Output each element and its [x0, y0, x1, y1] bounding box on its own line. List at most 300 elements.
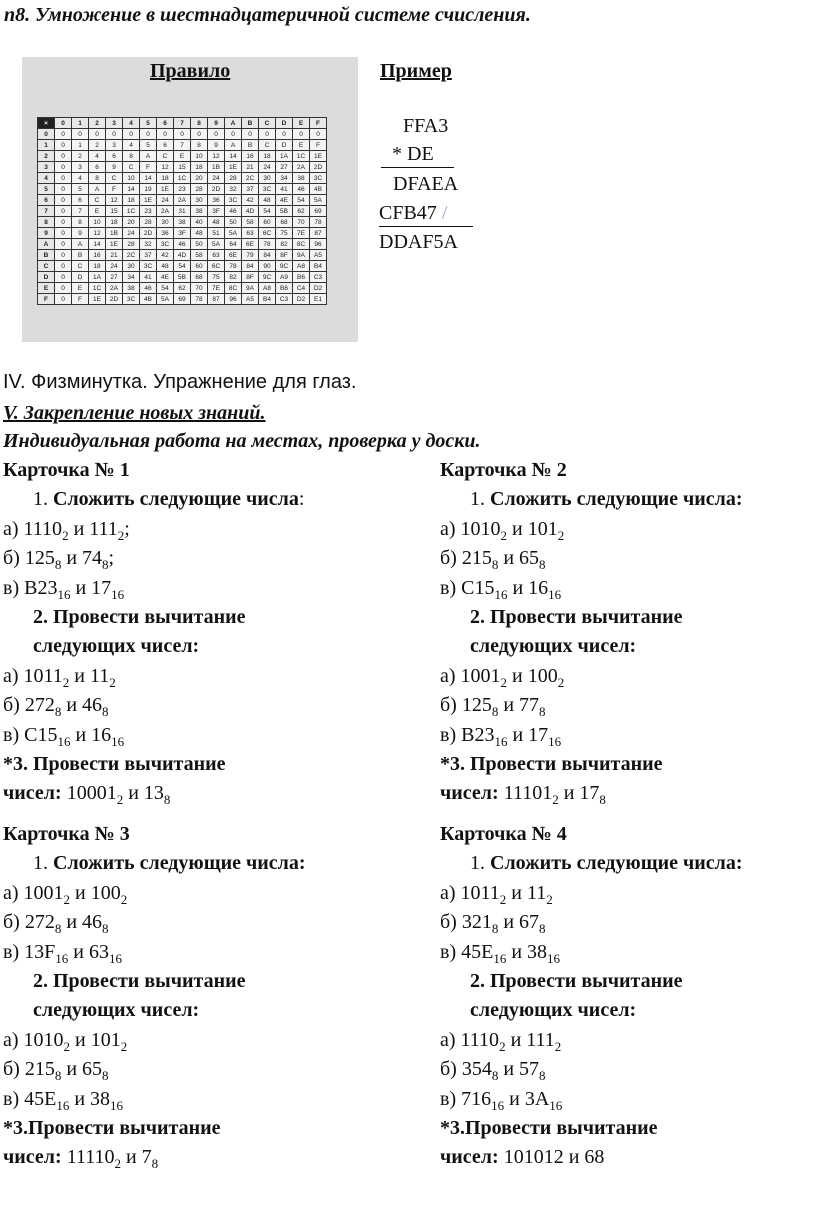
hex-table-cell: 3C — [259, 184, 276, 195]
task-number: 1. — [470, 488, 490, 510]
hex-table-cell: 84 — [259, 250, 276, 261]
hex-table-cell: 0 — [310, 129, 327, 140]
hex-table-row-header: B — [38, 250, 55, 261]
example-result: DDAF5A — [379, 231, 458, 253]
hex-table-cell: 0 — [242, 129, 259, 140]
hex-table-header-cell: A — [225, 118, 242, 129]
hex-table-cell: 24 — [259, 162, 276, 173]
hex-table-cell: 0 — [55, 294, 72, 305]
hex-table-row-header: 0 — [38, 129, 55, 140]
hex-table-cell: 2D — [208, 184, 225, 195]
hex-table-cell: 4B — [140, 294, 157, 305]
task-text: Сложить следующие числа: — [490, 488, 743, 510]
hex-table-cell: F — [310, 140, 327, 151]
base-subscript: 8 — [491, 1068, 499, 1083]
hex-table-row-header: 3 — [38, 162, 55, 173]
card-task-1 — [470, 488, 743, 511]
hex-table-row-header: 5 — [38, 184, 55, 195]
hex-table-cell: 0 — [55, 162, 72, 173]
task-label: чисел: — [3, 1146, 62, 1168]
hex-table-cell: 2C — [242, 173, 259, 184]
task-text: Провести вычитание — [465, 1117, 658, 1139]
operand: и 17 — [70, 577, 112, 599]
operand: в) C15 — [440, 577, 495, 599]
hex-table-cell: 0 — [55, 250, 72, 261]
hex-table-header-cell: 0 — [55, 118, 72, 129]
hex-table-header-cell: D — [276, 118, 293, 129]
subtraction-item — [440, 1058, 546, 1081]
hex-table-cell: 6 — [72, 195, 89, 206]
hex-table-cell: B4 — [310, 261, 327, 272]
hex-table-cell: 2 — [89, 140, 106, 151]
hex-table-cell: 0 — [89, 129, 106, 140]
hex-table-cell: 7E — [293, 228, 310, 239]
hex-table-cell: 8 — [89, 173, 106, 184]
hex-table-cell: C — [157, 151, 174, 162]
hex-table-cell: 1B — [106, 228, 123, 239]
hex-table-row — [38, 206, 327, 217]
base-subscript: 16 — [494, 734, 508, 749]
addition-item — [3, 882, 127, 905]
hex-table-cell: 1C — [174, 173, 191, 184]
hex-table-cell: 18 — [106, 217, 123, 228]
hex-table-cell: 60 — [191, 261, 208, 272]
card-task-1 — [33, 852, 306, 875]
hex-table-row-header: 4 — [38, 173, 55, 184]
hex-table-cell: 19 — [140, 184, 157, 195]
hex-table-cell: 41 — [140, 272, 157, 283]
operand: в) 45E — [3, 1088, 57, 1110]
card-task-2: 2. Провести вычитание — [470, 970, 683, 992]
hex-table-cell: 50 — [191, 239, 208, 250]
hex-table-cell: 46 — [225, 206, 242, 217]
operand: 10001 — [61, 782, 117, 804]
operand: в) 716 — [440, 1088, 492, 1110]
hex-table-cell: 5 — [140, 140, 157, 151]
hex-table-cell: 68 — [191, 272, 208, 283]
hex-table-cell: A — [225, 140, 242, 151]
hex-table-row-header: 6 — [38, 195, 55, 206]
hex-table-cell: D — [72, 272, 89, 283]
hex-table-cell: 14 — [225, 151, 242, 162]
operand: и 74 — [61, 547, 103, 569]
hex-table-cell: B — [242, 140, 259, 151]
card-task-2: 2. Провести вычитание — [33, 970, 246, 992]
base-subscript: 2 — [552, 792, 559, 807]
hex-table-cell: 0 — [55, 140, 72, 151]
hex-table-cell: 23 — [140, 206, 157, 217]
card-task-2: 2. Провести вычитание — [470, 606, 683, 628]
addition-item — [3, 518, 130, 541]
task-number: 1. — [33, 852, 53, 874]
hex-table-cell: 9 — [72, 228, 89, 239]
hex-table-cell: 8C — [293, 239, 310, 250]
hex-table-cell: 0 — [191, 129, 208, 140]
hex-table-cell: 3C — [310, 173, 327, 184]
hex-table-cell: 20 — [123, 217, 140, 228]
example-partial-1: DFAEA — [393, 173, 459, 195]
hex-table-row — [38, 217, 327, 228]
hex-table-row — [38, 184, 327, 195]
hex-table-cell: 3C — [123, 294, 140, 305]
hex-table-cell: 54 — [174, 261, 191, 272]
hex-table-cell: 2A — [293, 162, 310, 173]
operand: в) B23 — [440, 724, 495, 746]
hex-table-cell: 32 — [225, 184, 242, 195]
operand: и 65 — [61, 1058, 103, 1080]
hex-table-cell: 87 — [310, 228, 327, 239]
hex-table-cell: 1C — [293, 151, 310, 162]
hex-table-cell: 1E — [89, 294, 106, 305]
hex-table-cell: 28 — [191, 184, 208, 195]
base-subscript: 2 — [499, 1039, 506, 1054]
example-multiplicand: FFA3 — [403, 115, 449, 137]
hex-table-cell: 5 — [72, 184, 89, 195]
base-subscript: 8 — [491, 704, 499, 719]
subtraction-item — [440, 1088, 562, 1111]
hex-table-cell: 1E — [225, 162, 242, 173]
hex-table-cell: 28 — [225, 173, 242, 184]
task-number: 1. — [470, 852, 490, 874]
hex-table-cell: 16 — [89, 250, 106, 261]
hex-table-cell: 15 — [174, 162, 191, 173]
base-subscript: 2 — [557, 675, 565, 690]
hex-table-cell: 1C — [123, 206, 140, 217]
hex-table-cell: 69 — [174, 294, 191, 305]
card-task-1 — [33, 488, 304, 511]
base-subscript: 2 — [63, 1039, 71, 1054]
card-task-3-numbers — [440, 782, 606, 805]
hex-table-cell: 3C — [140, 261, 157, 272]
task-text: Провести вычитание — [28, 1117, 221, 1139]
hex-table-cell: 42 — [157, 250, 174, 261]
hex-table-cell: 7 — [174, 140, 191, 151]
operand: а) 1010 — [3, 1029, 64, 1051]
hex-table-cell: 78 — [259, 239, 276, 250]
hex-table-cell: E — [89, 206, 106, 217]
hex-table-cell: 4 — [123, 140, 140, 151]
hex-table-cell: 63 — [208, 250, 225, 261]
hex-table-row — [38, 283, 327, 294]
operand: б) 125 — [3, 547, 55, 569]
base-subscript: 16 — [55, 951, 69, 966]
operand: и 38 — [506, 941, 548, 963]
hex-table-header-cell: F — [310, 118, 327, 129]
hex-table-cell: 12 — [208, 151, 225, 162]
operand: а) 1110 — [440, 1029, 500, 1051]
hex-table-cell: 30 — [157, 217, 174, 228]
hex-table-row-header: C — [38, 261, 55, 272]
base-subscript: 2 — [120, 892, 128, 907]
hex-table-cell: 50 — [225, 217, 242, 228]
card-task-3-numbers — [3, 782, 170, 805]
hex-table-cell: B4 — [259, 294, 276, 305]
hex-table-row — [38, 173, 327, 184]
hex-table-cell: 0 — [225, 129, 242, 140]
hex-table-cell: 2C — [123, 250, 140, 261]
base-subscript: 16 — [548, 587, 562, 602]
hex-table-row — [38, 151, 327, 162]
hex-table-cell: 6 — [89, 162, 106, 173]
rule-label: Правило — [150, 60, 231, 82]
base-subscript: 8 — [491, 921, 499, 936]
hex-table-cell: 62 — [174, 283, 191, 294]
base-subscript: 2 — [546, 892, 553, 907]
hex-table-cell: 82 — [225, 272, 242, 283]
subtraction-item — [3, 1058, 109, 1081]
hex-table-cell: 0 — [55, 151, 72, 162]
task-star-number: *3 — [440, 753, 460, 775]
hex-table-cell: 38 — [293, 173, 310, 184]
hex-table-cell: 2D — [106, 294, 123, 305]
hex-table-cell: 31 — [174, 206, 191, 217]
base-subscript: 16 — [110, 1098, 124, 1113]
operand: и 46 — [61, 911, 103, 933]
operand: в) B23 — [3, 577, 58, 599]
hex-table-cell: 9 — [106, 162, 123, 173]
hex-table-cell: 3F — [208, 206, 225, 217]
hex-table-cell: B — [72, 250, 89, 261]
base-subscript: 2 — [554, 1039, 562, 1054]
hex-table-cell: 16 — [242, 151, 259, 162]
task-text: . Провести вычитание — [460, 753, 663, 775]
task-text: . Провести вычитание — [23, 753, 226, 775]
task-label: чисел: — [440, 782, 499, 804]
operand: б) 215 — [3, 1058, 55, 1080]
subtraction-item — [440, 724, 561, 747]
hex-table-cell: 0 — [55, 228, 72, 239]
hex-table-cell: 1E — [140, 195, 157, 206]
hex-table-cell: 1E — [157, 184, 174, 195]
hex-table-cell: 5B — [174, 272, 191, 283]
punctuation: ; — [108, 547, 115, 569]
hex-table-cell: 18 — [89, 261, 106, 272]
base-subscript: 8 — [151, 1156, 159, 1171]
addition-item — [440, 577, 561, 600]
operand: б) 272 — [3, 694, 55, 716]
base-subscript: 16 — [493, 951, 507, 966]
hex-table-cell: 27 — [276, 162, 293, 173]
hex-table-cell: A9 — [276, 272, 293, 283]
base-subscript: 2 — [109, 675, 116, 690]
base-subscript: 16 — [56, 1098, 70, 1113]
hex-table-cell: 54 — [293, 195, 310, 206]
operand: и 101 — [70, 1029, 121, 1051]
operand: в) 13F — [3, 941, 56, 963]
hex-table-cell: D2 — [293, 294, 310, 305]
addition-item — [3, 941, 122, 964]
hex-table-cell: F — [140, 162, 157, 173]
hex-table-cell: A — [140, 151, 157, 162]
hex-table-cell: D — [276, 140, 293, 151]
hex-table-cell: 0 — [55, 283, 72, 294]
base-subscript: 8 — [102, 557, 109, 572]
example-partial-2: CFB47 / — [379, 202, 448, 224]
hex-table-cell: 46 — [174, 239, 191, 250]
hex-table-cell: A — [72, 239, 89, 250]
hex-table-cell: 3C — [225, 195, 242, 206]
hex-table-cell: 0 — [106, 129, 123, 140]
hex-table-cell: 14 — [140, 173, 157, 184]
subtraction-item — [440, 665, 564, 688]
base-subscript: 8 — [163, 792, 171, 807]
base-subscript: 2 — [500, 675, 508, 690]
base-subscript: 8 — [539, 1068, 546, 1083]
hex-table-cell: 4 — [89, 151, 106, 162]
operand: и 11 — [506, 882, 547, 904]
hex-table-row-header: 1 — [38, 140, 55, 151]
hex-table-header-cell: 9 — [208, 118, 225, 129]
hex-table-row-header: D — [38, 272, 55, 283]
hex-table-cell: 51 — [208, 228, 225, 239]
hex-table-cell: C — [72, 261, 89, 272]
hex-table-cell: E — [293, 140, 310, 151]
hex-table-cell: 1E — [310, 151, 327, 162]
base-subscript: 16 — [108, 951, 122, 966]
hex-table-cell: 8 — [191, 140, 208, 151]
hex-table-cell: 60 — [259, 217, 276, 228]
hex-table-cell: 21 — [242, 162, 259, 173]
hex-table-cell: 24 — [208, 173, 225, 184]
hex-table-cell: 18 — [191, 162, 208, 173]
hex-table-cell: 1A — [276, 151, 293, 162]
hex-table-cell: 9C — [259, 272, 276, 283]
base-subscript: 2 — [63, 892, 71, 907]
operand: а) 1001 — [440, 665, 501, 687]
operand: и 17 — [558, 782, 600, 804]
hex-table-header-cell: 7 — [174, 118, 191, 129]
hex-table-header-cell: 1 — [72, 118, 89, 129]
subtraction-item — [3, 694, 109, 717]
hex-table-row-header: 9 — [38, 228, 55, 239]
hex-table-row — [38, 250, 327, 261]
hex-table-cell: 48 — [259, 195, 276, 206]
hex-table-cell: 42 — [242, 195, 259, 206]
hex-table-cell: 9A — [293, 250, 310, 261]
hex-table-cell: 0 — [72, 129, 89, 140]
operand: и 38 — [69, 1088, 111, 1110]
hex-table-cell: 30 — [123, 261, 140, 272]
hex-table-cell: 8 — [72, 217, 89, 228]
card-task-2-cont: следующих чисел: — [470, 999, 637, 1021]
hex-table-cell: 70 — [293, 217, 310, 228]
base-subscript: 2 — [120, 1039, 128, 1054]
hex-table-cell: A5 — [242, 294, 259, 305]
hex-table-cell: 0 — [55, 261, 72, 272]
hex-table-cell: 4D — [242, 206, 259, 217]
base-subscript: 8 — [54, 557, 62, 572]
hex-table-row-header: A — [38, 239, 55, 250]
hex-table-cell: 70 — [191, 283, 208, 294]
hex-table-header-row — [38, 118, 327, 129]
hex-table-cell: 6C — [208, 261, 225, 272]
hex-table-cell: 90 — [259, 261, 276, 272]
operand: б) 272 — [3, 911, 55, 933]
hex-table-row-header: 8 — [38, 217, 55, 228]
hex-table-cell: 58 — [242, 217, 259, 228]
base-subscript: 8 — [539, 921, 546, 936]
operand: б) 321 — [440, 911, 492, 933]
base-subscript: 8 — [539, 704, 546, 719]
operand: и 7 — [120, 1146, 152, 1168]
hex-multiplication-table — [37, 117, 327, 305]
hex-table-row-header: 2 — [38, 151, 55, 162]
hex-table-cell: 68 — [276, 217, 293, 228]
hex-table-cell: 36 — [157, 228, 174, 239]
hex-table-cell: 2A — [106, 283, 123, 294]
hex-table-cell: 1A — [89, 272, 106, 283]
hex-table-cell: 24 — [157, 195, 174, 206]
hex-table-cell: C — [89, 195, 106, 206]
hex-table-header-cell: 2 — [89, 118, 106, 129]
hex-table-header-cell: 8 — [191, 118, 208, 129]
hex-table-cell: E1 — [310, 294, 327, 305]
hex-table-cell: 84 — [242, 261, 259, 272]
hex-table-cell: 0 — [208, 129, 225, 140]
operand: и 65 — [498, 547, 540, 569]
card-task-3-numbers — [440, 1146, 604, 1169]
hex-table-cell: 64 — [225, 239, 242, 250]
hex-table-row-header: E — [38, 283, 55, 294]
hex-table-cell: 37 — [242, 184, 259, 195]
card-title: Карточка № 2 — [440, 459, 567, 481]
card-task-2-cont: следующих чисел: — [470, 635, 637, 657]
hex-table-cell: 75 — [276, 228, 293, 239]
base-subscript: 16 — [111, 587, 125, 602]
hex-table-cell: 46 — [140, 283, 157, 294]
base-subscript: 2 — [62, 675, 70, 690]
operand: и 100 — [70, 882, 121, 904]
hex-table-cell: 8C — [225, 283, 242, 294]
card-task-3 — [3, 753, 226, 776]
operand: а) 1010 — [440, 518, 501, 540]
hex-table-header-cell: C — [259, 118, 276, 129]
hex-table-cell: 46 — [293, 184, 310, 195]
hex-table-header-cell: B — [242, 118, 259, 129]
card-title: Карточка № 4 — [440, 823, 567, 845]
hex-table-cell: C3 — [276, 294, 293, 305]
hex-table-cell: 6 — [106, 151, 123, 162]
hex-table-cell: 75 — [208, 272, 225, 283]
addition-item — [3, 577, 124, 600]
hex-table-cell: 8F — [242, 272, 259, 283]
hex-table-row — [38, 228, 327, 239]
subtraction-item — [3, 1088, 123, 1111]
hex-table-cell: E — [72, 283, 89, 294]
page-title: п8. Умножение в шестнадцатеричной системе счисления. — [4, 4, 531, 26]
hex-table-cell: A8 — [293, 261, 310, 272]
hex-table-cell: 8F — [276, 250, 293, 261]
hex-table-cell: C — [123, 162, 140, 173]
task-text: Сложить следующие числа — [53, 488, 299, 510]
hex-table-cell: C4 — [293, 283, 310, 294]
hex-table-cell: 37 — [140, 250, 157, 261]
hex-table-cell: 24 — [123, 228, 140, 239]
base-subscript: 16 — [549, 1098, 563, 1113]
hex-table-cell: 4 — [72, 173, 89, 184]
hex-table-cell: 2A — [174, 195, 191, 206]
hex-table-row — [38, 140, 327, 151]
base-subscript: 16 — [111, 734, 125, 749]
hex-table-cell: 78 — [310, 217, 327, 228]
base-subscript: 16 — [57, 587, 71, 602]
hex-table-cell: 63 — [242, 228, 259, 239]
operand: и 16 — [70, 724, 112, 746]
base-subscript: 16 — [548, 734, 562, 749]
card-title: Карточка № 3 — [3, 823, 130, 845]
hex-table-cell: 30 — [191, 195, 208, 206]
hex-table-cell: 0 — [259, 129, 276, 140]
